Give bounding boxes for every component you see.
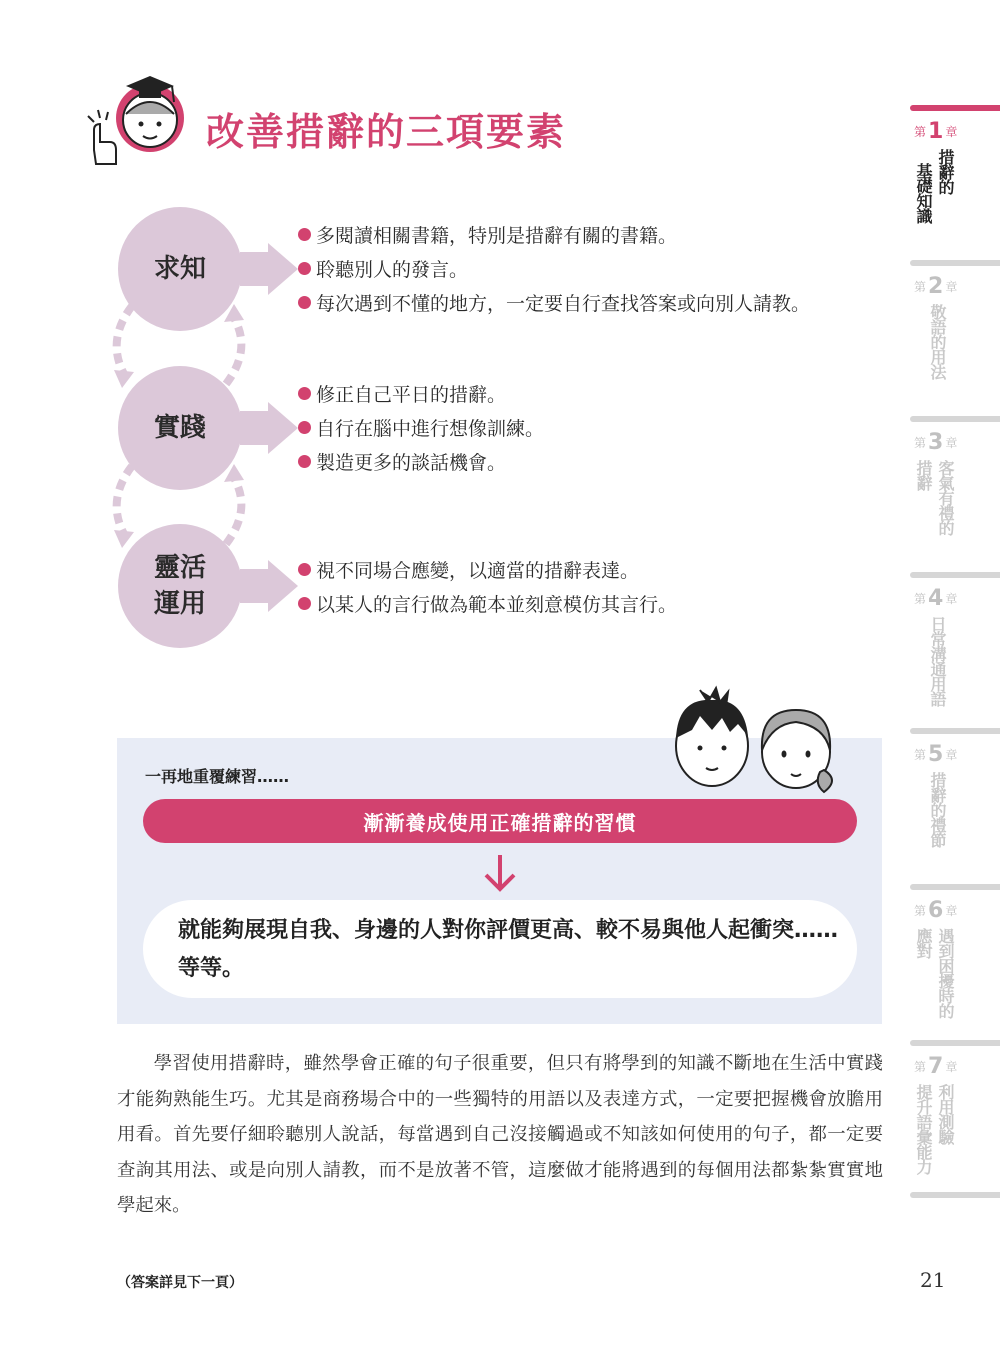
- chapter-number: 第4 章: [914, 586, 958, 611]
- tab-bar: [910, 572, 1000, 578]
- chapter-tab-3[interactable]: [910, 416, 1000, 566]
- tab-bar: [910, 1040, 1000, 1046]
- chapter-title: 日常溝通用語: [928, 616, 947, 706]
- habit-banner: 漸漸養成使用正確措辭的習慣: [143, 799, 857, 843]
- chapter-tab-4[interactable]: [910, 572, 1000, 722]
- bullet-dot-icon: [298, 228, 311, 241]
- bullet-dot-icon: [298, 262, 311, 275]
- step-arrow-body: [240, 569, 270, 603]
- chapter-tab-1[interactable]: [910, 105, 1000, 255]
- answer-footnote: （答案詳見下一頁）: [117, 1275, 243, 1291]
- step-arrow-head: [268, 243, 298, 295]
- list-item: 聆聽別人的發言。: [298, 253, 810, 287]
- list-item: 製造更多的談話機會。: [298, 446, 544, 480]
- step-arrow-body: [240, 411, 270, 445]
- bullet-list-knowledge: [298, 219, 810, 321]
- bullet-dot-icon: [298, 455, 311, 468]
- step-label: 靈活 運用: [153, 553, 206, 619]
- page-title: 改善措辭的三項要素: [206, 110, 567, 154]
- chapter-number: 第5 章: [914, 742, 958, 767]
- tab-bar: [910, 416, 1000, 422]
- list-item: 視不同場合應變，以適當的措辭表達。: [298, 554, 677, 588]
- chapter-number: 第7 章: [914, 1054, 958, 1079]
- bullet-dot-icon: [298, 597, 311, 610]
- tab-bar-end: [910, 1192, 1000, 1198]
- bullet-list-application: [298, 554, 677, 622]
- tab-bar: [910, 884, 1000, 890]
- chapter-tab-2[interactable]: [910, 260, 1000, 410]
- teacher-illustration: [84, 40, 194, 170]
- chapter-title: 客氣有禮的 措辭: [914, 460, 955, 535]
- list-item: 自行在腦中進行想像訓練。: [298, 412, 544, 446]
- people-illustration: [664, 680, 842, 794]
- list-item: 每次遇到不懂的地方，一定要自行查找答案或向別人請教。: [298, 287, 810, 321]
- tab-bar: [910, 260, 1000, 266]
- chapter-tab-6[interactable]: [910, 884, 1000, 1034]
- chapter-title: 利用測驗 提升語彙能力: [914, 1084, 955, 1174]
- chapter-title: 措辭的禮節: [928, 772, 947, 847]
- arrow-down-icon: [482, 855, 518, 895]
- chapter-tab-7[interactable]: [910, 1040, 1000, 1190]
- chapter-title: 敬語的用法: [928, 304, 947, 379]
- tab-bar: [910, 105, 1000, 111]
- chapter-title: 措辭的 基礎知識: [914, 149, 955, 223]
- chapter-tab-5[interactable]: [910, 728, 1000, 878]
- body-paragraph: 學習使用措辭時，雖然學會正確的句子很重要，但只有將學到的知識不斷地在生活中實踐才能夠熟能生巧。尤其是商務場合中的一些獨特的用語以及表達方式，一定要把握機會放膽用用看。首先要仔細聆聽別人說話，每當遇到自己沒接觸過或不知該如何使用的句子，都一定要查詢其用法、或是向別人請教，而不是放著不管，這麼做才能將遇到的每個用法都紮紮實實地學起來。: [117, 1053, 883, 1216]
- bullet-dot-icon: [298, 387, 311, 400]
- step-arrow-head: [268, 560, 298, 612]
- chapter-number: 第6 章: [914, 898, 958, 923]
- chapter-title: 遇到困擾時的 應對: [914, 928, 955, 1018]
- page-number: 21: [920, 1268, 946, 1292]
- list-item: 多閱讀相關書籍，特別是措辭有關的書籍。: [298, 219, 810, 253]
- step-circle-application: [118, 524, 242, 648]
- bullet-dot-icon: [298, 296, 311, 309]
- bullet-list-practice: [298, 378, 544, 480]
- chapter-number: 第3 章: [914, 430, 958, 455]
- list-item: 以某人的言行做為範本並刻意模仿其言行。: [298, 588, 677, 622]
- result-text: 就能夠展現自我、身邊的人對你評價更高、較不易與他人起衝突……等等。: [178, 918, 839, 981]
- bullet-dot-icon: [298, 421, 311, 434]
- list-item: 修正自己平日的措辭。: [298, 378, 544, 412]
- practice-intro: 一再地重覆練習……: [145, 767, 290, 786]
- bullet-dot-icon: [298, 563, 311, 576]
- tab-bar: [910, 728, 1000, 734]
- chapter-number: 第1 章: [914, 119, 958, 144]
- step-arrow-body: [240, 252, 270, 286]
- chapter-number: 第2 章: [914, 274, 958, 299]
- step-arrow-head: [268, 402, 298, 454]
- step-label: 求知: [153, 254, 206, 284]
- step-label: 實踐: [153, 413, 206, 443]
